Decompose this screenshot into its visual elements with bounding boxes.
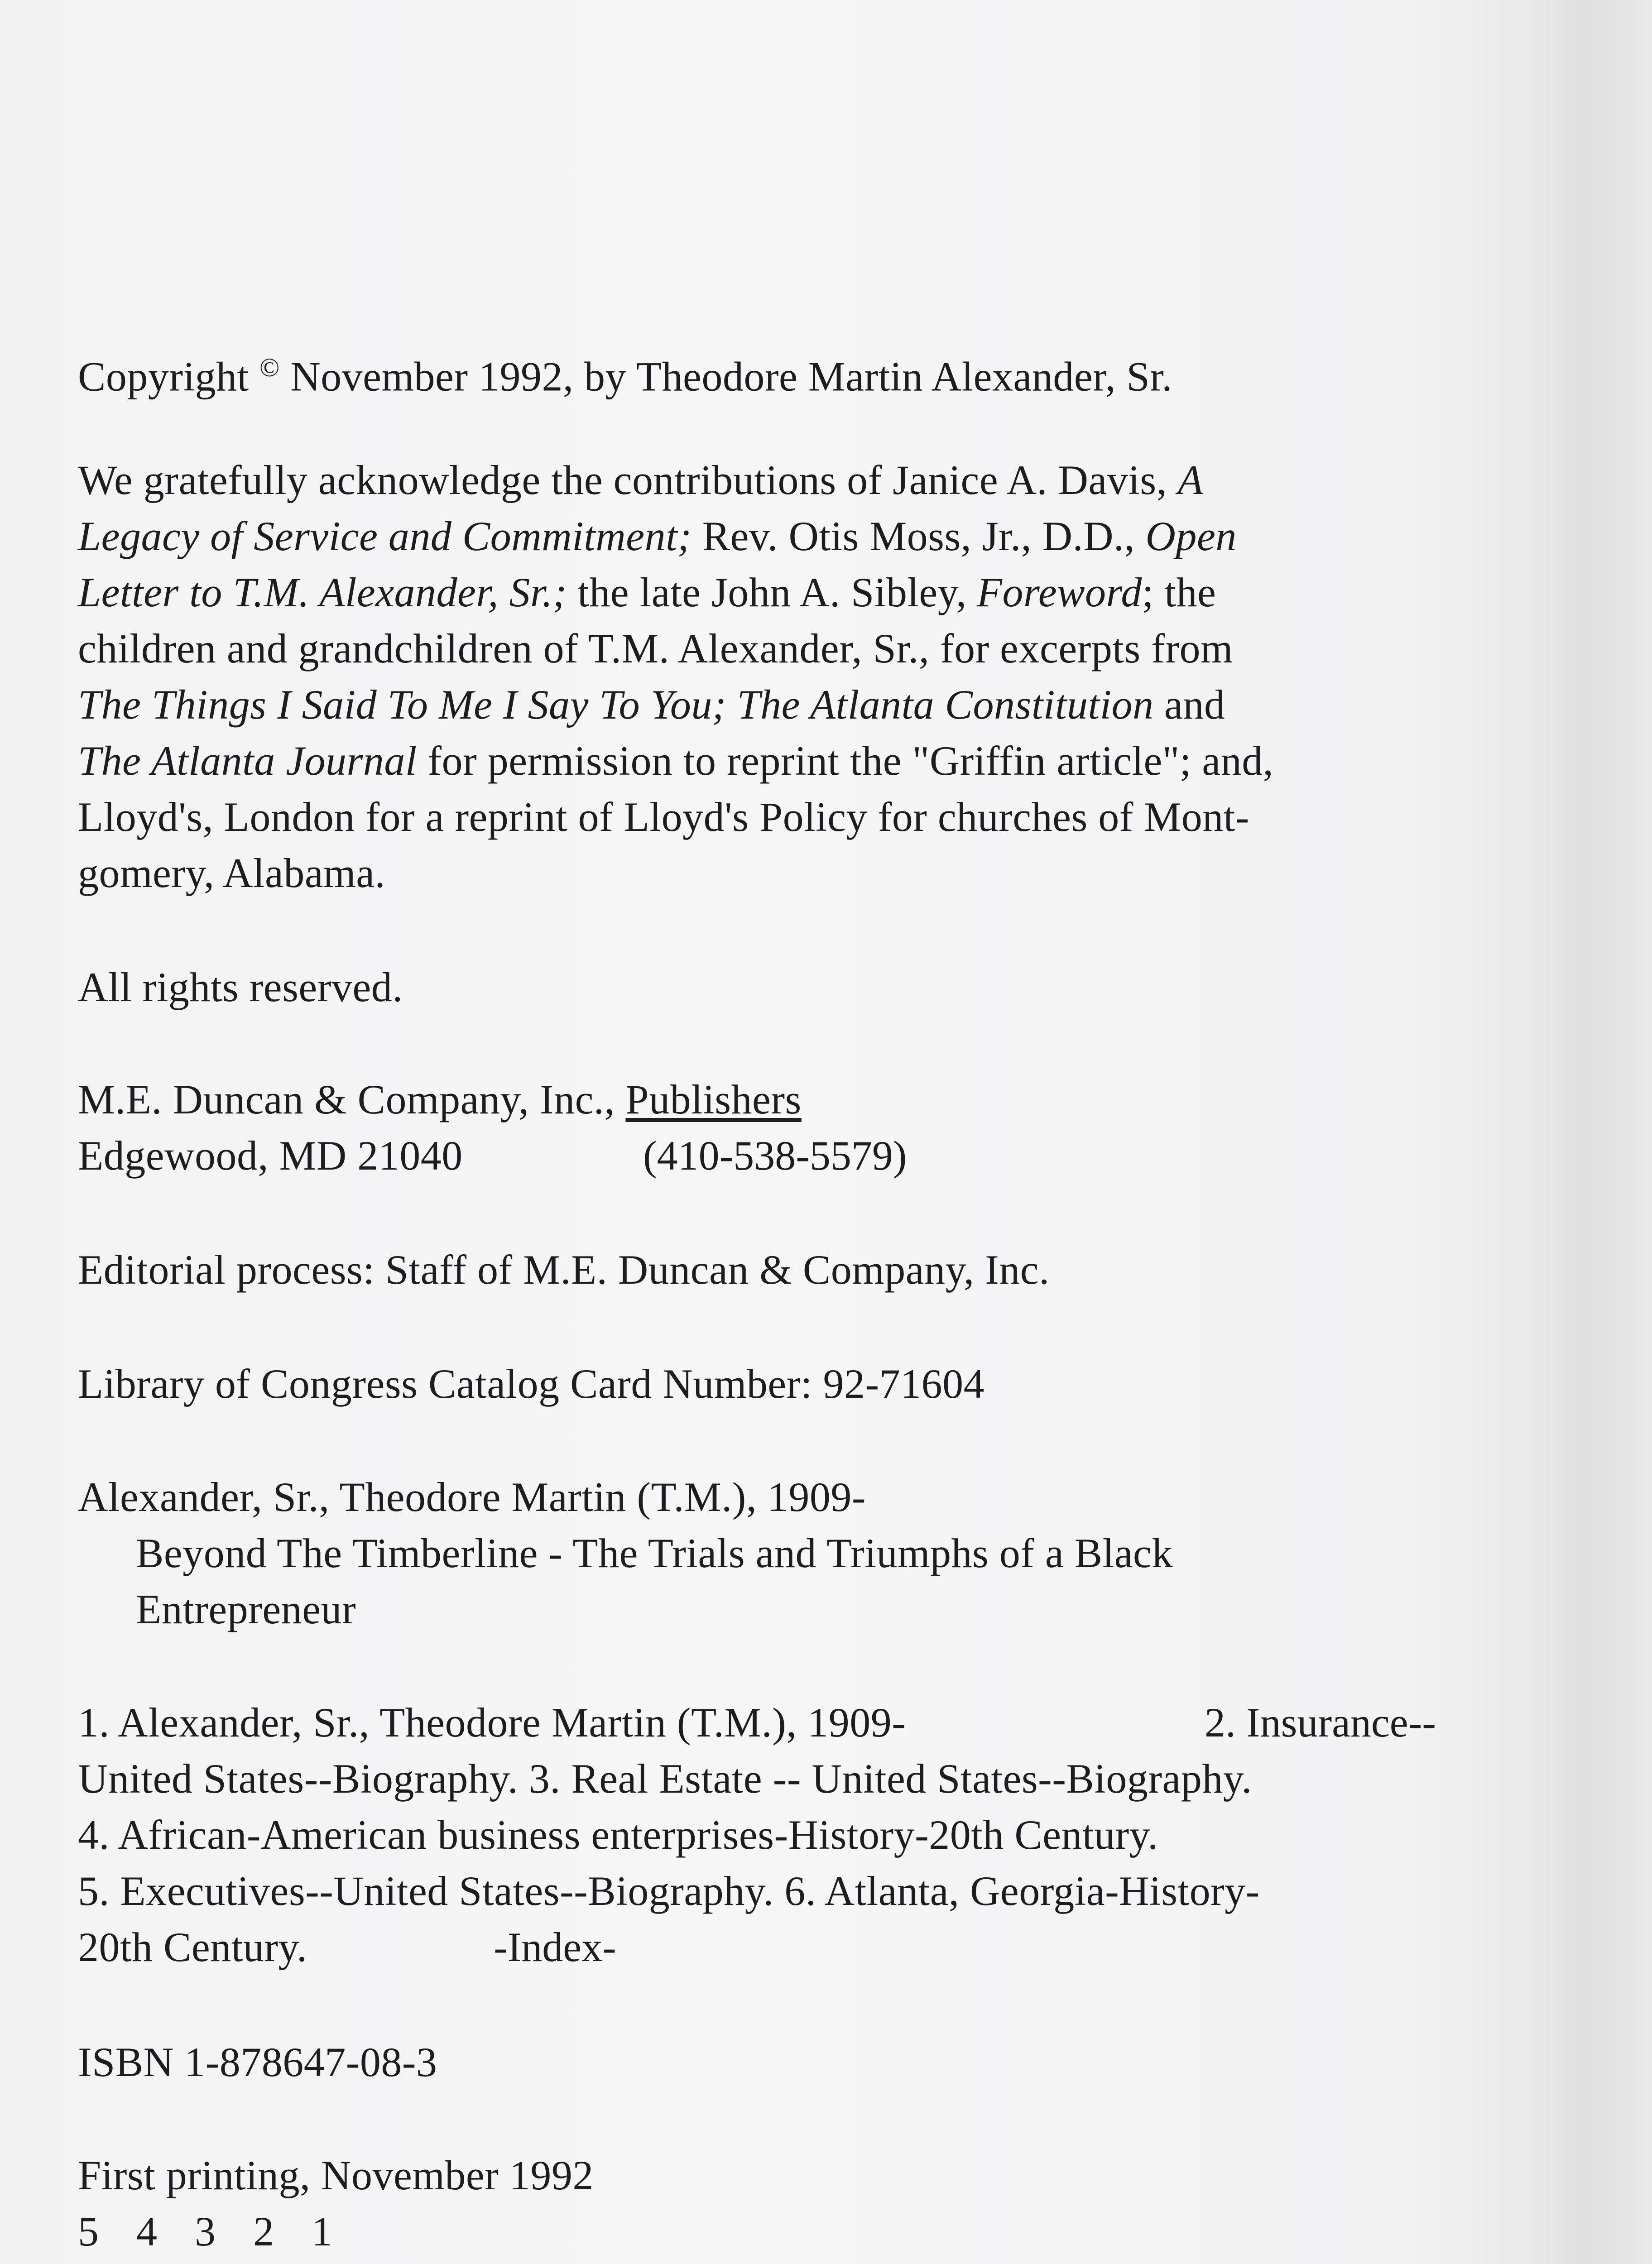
ack-text: ; the [1142, 569, 1216, 615]
ack-text: gomery, Alabama. [78, 850, 386, 896]
acknowledgement-line-8 [78, 846, 385, 900]
first-printing: First printing, November 1992 [78, 2152, 594, 2198]
ack-text: Rev. Otis Moss, Jr., D.D., [702, 513, 1135, 559]
ack-italic: Open [1145, 513, 1237, 559]
publisher-phone: (410-538-5579) [643, 1132, 907, 1179]
subject-line-2: United States--Biography. 3. Real Estate -- United States--Biography. [78, 1756, 1252, 1802]
lccn: Library of Congress Catalog Card Number: 92-71604 [78, 1361, 985, 1407]
catalog-title-line-2: Entrepreneur [136, 1586, 356, 1632]
copyright-symbol: © [259, 353, 280, 382]
isbn: ISBN 1-878647-08-3 [78, 2039, 437, 2085]
printing-number-line: 5 4 3 2 1 [78, 2208, 346, 2254]
publisher-name: M.E. Duncan & Company, Inc., [78, 1076, 615, 1122]
acknowledgement-line-3 [78, 565, 1216, 619]
acknowledgement-line-7 [78, 790, 1249, 844]
publisher-address-line [78, 1128, 463, 1183]
acknowledgement-line-5 [78, 677, 1225, 732]
publisher-address: Edgewood, MD 21040 [78, 1132, 463, 1179]
subject-line-1: 1. Alexander, Sr., Theodore Martin (T.M.), 1909- [78, 1699, 906, 1746]
ack-italic: A [1177, 457, 1204, 503]
acknowledgement-line-2 [78, 509, 1237, 563]
ack-text: and [1164, 681, 1225, 728]
ack-text: for permission to reprint the "Griffin article"; and, [427, 738, 1274, 784]
page-gutter-shadow [1535, 0, 1652, 2264]
copyright-text: November 1992, by Theodore Martin Alexander, Sr. [290, 353, 1172, 400]
editorial-process: Editorial process: Staff of M.E. Duncan & Company, Inc. [78, 1247, 1050, 1293]
publisher-line [78, 1072, 802, 1127]
copyright-prefix: Copyright [78, 353, 249, 400]
ack-text: children and grandchildren of T.M. Alexander, Sr., for excerpts from [78, 625, 1234, 672]
ack-italic: The Atlanta Journal [78, 738, 417, 784]
rights-reserved: All rights reserved. [78, 964, 403, 1010]
subject-line-4: 5. Executives--United States--Biography. 6. Atlanta, Georgia-History- [78, 1868, 1260, 1914]
subject-line-3: 4. African-American business enterprises-History-20th Century. [78, 1812, 1158, 1858]
catalog-title-line-1: Beyond The Timberline - The Trials and Triumphs of a Black [136, 1530, 1173, 1576]
acknowledgement-line-6 [78, 734, 1273, 788]
subject-line-5: 20th Century. [78, 1924, 307, 1970]
ack-italic: Letter to T.M. Alexander, Sr.; [78, 569, 567, 615]
ack-italic: Foreword [976, 569, 1142, 615]
subject-insurance: 2. Insurance-- [1205, 1699, 1436, 1746]
ack-text: the late John A. Sibley, [577, 569, 967, 615]
publisher-label: Publishers [625, 1076, 802, 1122]
ack-text: We gratefully acknowledge the contributions of Janice A. Davis, [78, 457, 1167, 503]
ack-italic: The Things I Said To Me I Say To You; The Atlanta Constitution [78, 681, 1154, 728]
subject-index: -Index- [494, 1924, 616, 1970]
acknowledgement-line-4 [78, 621, 1233, 676]
acknowledgement-line-1 [78, 453, 1203, 507]
ack-italic: Legacy of Service and Commitment; [78, 513, 692, 559]
catalog-author: Alexander, Sr., Theodore Martin (T.M.), 1909- [78, 1474, 866, 1520]
ack-text: Lloyd's, London for a reprint of Lloyd's Policy for churches of Mont- [78, 794, 1249, 840]
copyright-line [78, 341, 1172, 404]
